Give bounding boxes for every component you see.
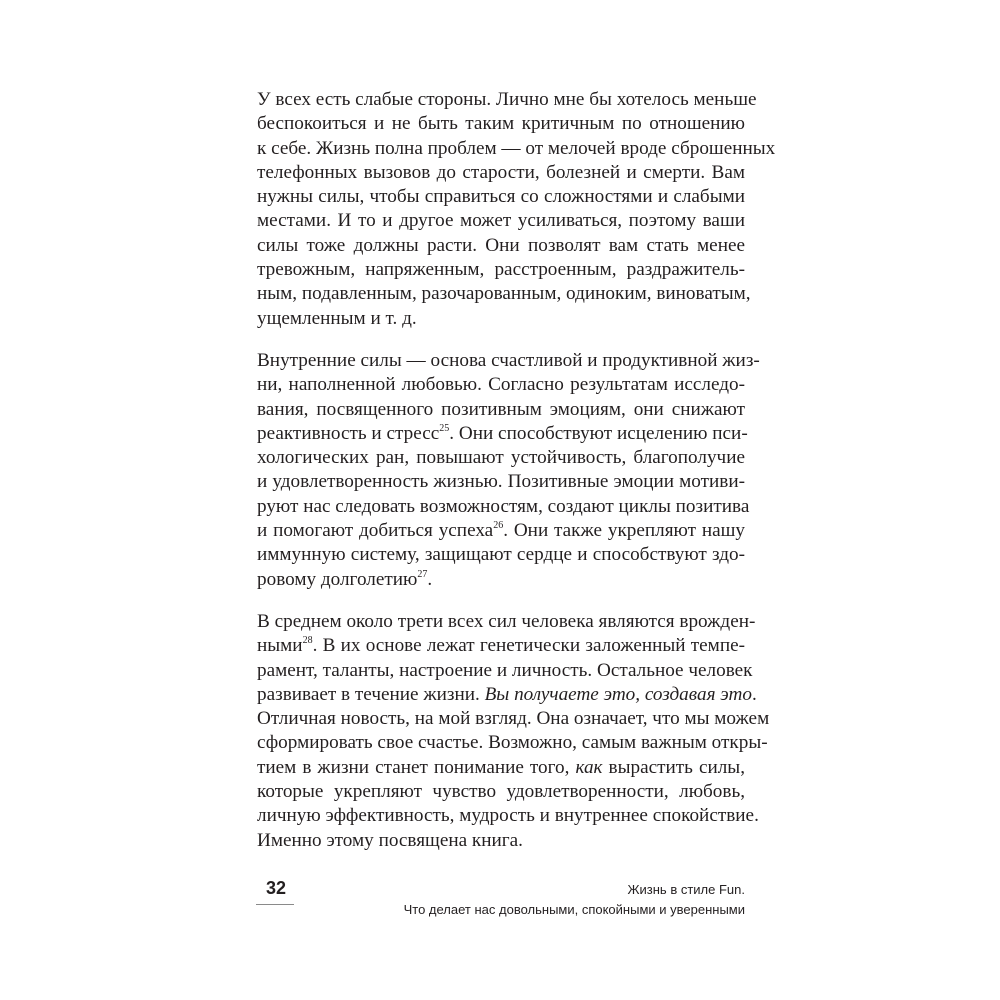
running-footer-subtitle: Что делает нас довольными, спокойными и уверенными (403, 902, 745, 917)
footnote-marker: 26 (493, 520, 504, 532)
text-line: и помогают добиться успеха$^{26}$. Они также укрепляют нашу (257, 520, 745, 542)
text-line: и удовлетворенность жизнью. Позитивные эмоции мотиви- (257, 471, 745, 493)
text-line: нужны силы, чтобы справиться со сложностями и слабыми (257, 186, 745, 208)
text-line: телефонных вызовов до старости, болезней и смерти. Вам (257, 161, 745, 183)
emphasis: как (575, 756, 603, 778)
text-line: реактивность и стресс$^{25}$. Они способствуют исцелению пси- (257, 422, 748, 444)
text-line: ущемленным и т. д. (257, 307, 417, 329)
text-line: Отличная новость, на мой взгляд. Она означает, что мы можем (257, 708, 770, 730)
text-line: сформировать свое счастье. Возможно, самым важным откры- (257, 732, 768, 754)
text-line: ным, подавленным, разочарованным, одиноким, виноватым, (257, 283, 751, 305)
text-line: к себе. Жизнь полна проблем — от мелочей вроде сброшенных (257, 137, 776, 159)
text-line: местами. И то и другое может усиливаться, поэтому ваши (257, 210, 745, 232)
paragraph-2 (257, 349, 760, 592)
text-line: иммунную систему, защищают сердце и способствуют здо- (257, 544, 745, 566)
text-line: У всех есть слабые стороны. Лично мне бы хотелось меньше (257, 89, 757, 110)
page-number-rule (256, 904, 294, 905)
emphasis: Вы получаете это, создавая это (484, 683, 752, 705)
paragraph-1 (257, 88, 776, 331)
paragraph-3 (257, 610, 770, 853)
running-footer-title: Жизнь в стиле Fun. (627, 882, 745, 897)
text-line: Внутренние силы — основа счастливой и продуктивной жиз- (257, 349, 760, 371)
text-line: руют нас следовать возможностям, создают циклы позитива (257, 495, 750, 517)
text-line: ными$^{28}$. В их основе лежат генетически заложенный темпе- (257, 635, 745, 657)
text-line: рамент, таланты, настроение и личность. Остальное человек (257, 659, 753, 681)
text-line: вания, посвященного позитивным эмоциям, они снижают (257, 398, 745, 420)
footnote-marker: 25 (439, 422, 450, 434)
text-line: развивает в течение жизни. Вы получаете это, создавая это. (257, 683, 757, 705)
body-text (257, 88, 776, 871)
text-line: тревожным, напряженным, расстроенным, раздражитель- (257, 259, 745, 281)
running-footer (404, 880, 745, 920)
text-line: личную эффективность, мудрость и внутреннее спокойствие. (257, 805, 759, 827)
text-line: Именно этому посвящена книга. (257, 829, 523, 851)
footnote-marker: 28 (302, 635, 313, 647)
text-line: которые укрепляют чувство удовлетворенности, любовь, (257, 781, 745, 803)
text-line: В среднем около трети всех сил человека являются врожден- (257, 610, 756, 632)
text-line: тием в жизни станет понимание того, как вырастить силы, (257, 756, 745, 778)
text-line: ровому долголетию$^{27}$. (257, 568, 433, 590)
text-line: ни, наполненной любовью. Согласно результатам исследо- (257, 374, 745, 396)
text-line: силы тоже должны расти. Они позволят вам стать менее (257, 234, 745, 256)
text-line: беспокоиться и не быть таким критичным по отношению (257, 113, 745, 135)
text-line: хологических ран, повышают устойчивость, благополучие (257, 447, 745, 469)
page-number: 32 (265, 878, 287, 898)
footnote-marker: 27 (417, 568, 428, 580)
